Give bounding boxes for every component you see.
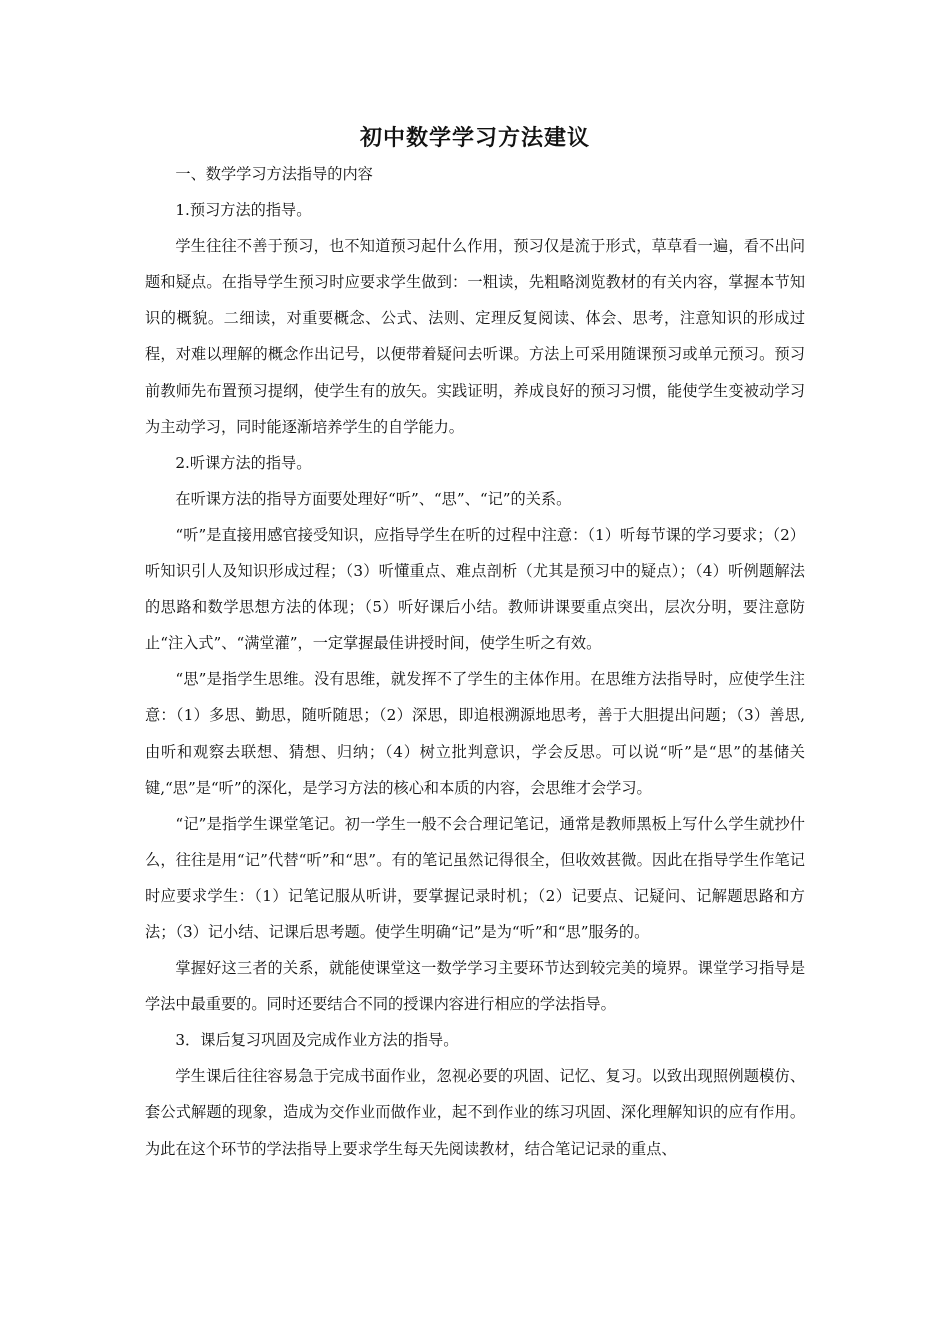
- subsection-heading: 3．课后复习巩固及完成作业方法的指导。: [175, 1031, 459, 1050]
- paragraph: 学生课后往往容易急于完成书面作业，忽视必要的巩固、记忆、复习。以致出现照例题模仿、套公式解题的现象，造成为交作业而做作业，起不到作业的练习巩固、深化理解知识的应有作用。为此在这个环节的学法指导上要求学生每天先阅读教材，结合笔记记录的重点、: [145, 1067, 805, 1158]
- paragraph: 掌握好这三者的关系，就能使课堂这一数学学习主要环节达到较完美的境界。课堂学习指导是学法中最重要的。同时还要结合不同的授课内容进行相应的学法指导。: [145, 959, 805, 1014]
- paragraph: “思”是指学生思维。没有思维，就发挥不了学生的主体作用。在思维方法指导时，应使学生注意：（1）多思、勤思，随听随思；（2）深思，即追根溯源地思考，善于大胆提出问题；（3）善思,由听和观察去联想、猜想、归纳；（4）树立批判意识，学会反思。可以说“听”是“思”的基储关键,“思”是“听”的深化，是学习方法的核心和本质的内容，会思维才会学习。: [145, 670, 805, 797]
- paragraph: “记”是指学生课堂笔记。初一学生一般不会合理记笔记，通常是教师黑板上写什么学生就抄什么，往往是用“记”代替“听”和“思”。有的笔记虽然记得很全，但收效甚微。因此在指导学生作笔记时应要求学生：（1）记笔记服从听讲，要掌握记录时机；（2）记要点、记疑问、记解题思路和方法；（3）记小结、记课后思考题。使学生明确“记”是为“听”和“思”服务的。: [145, 814, 805, 941]
- paragraph: “听”是直接用感官接受知识，应指导学生在听的过程中注意：（1）听每节课的学习要求；（2）听知识引人及知识形成过程；（3）听懂重点、难点剖析（尤其是预习中的疑点）；（4）听例题解法的思路和数学思想方法的体现；（5）听好课后小结。教师讲课要重点突出，层次分明，要注意防止“注入式”、“满堂灌”，一定掌握最佳讲授时间，使学生听之有效。: [145, 525, 805, 653]
- document-title: 初中数学学习方法建议: [359, 126, 590, 151]
- section-heading: 一、数学学习方法指导的内容: [175, 165, 373, 183]
- paragraph: 在听课方法的指导方面要处理好“听”、“思”、“记”的关系。: [175, 489, 572, 508]
- paragraph: 学生往往不善于预习，也不知道预习起什么作用，预习仅是流于形式，草草看一遍，看不出问题和疑点。在指导学生预习时应要求学生做到：一粗读，先粗略浏览教材的有关内容，掌握本节知识的概貌。二细读，对重要概念、公式、法则、定理反复阅读、体会、思考，注意知识的形成过程，对难以理解的概念作出记号，以便带着疑问去听课。方法上可采用随课预习或单元预习。预习前教师先布置预习提纲，使学生有的放矢。实践证明，养成良好的预习习惯，能使学生变被动学习为主动学习，同时能逐渐培养学生的自学能力。: [145, 237, 805, 436]
- subsection-heading: 1.预习方法的指导。: [175, 201, 312, 220]
- subsection-heading: 2.听课方法的指导。: [175, 453, 312, 472]
- document-body: [145, 156, 805, 1167]
